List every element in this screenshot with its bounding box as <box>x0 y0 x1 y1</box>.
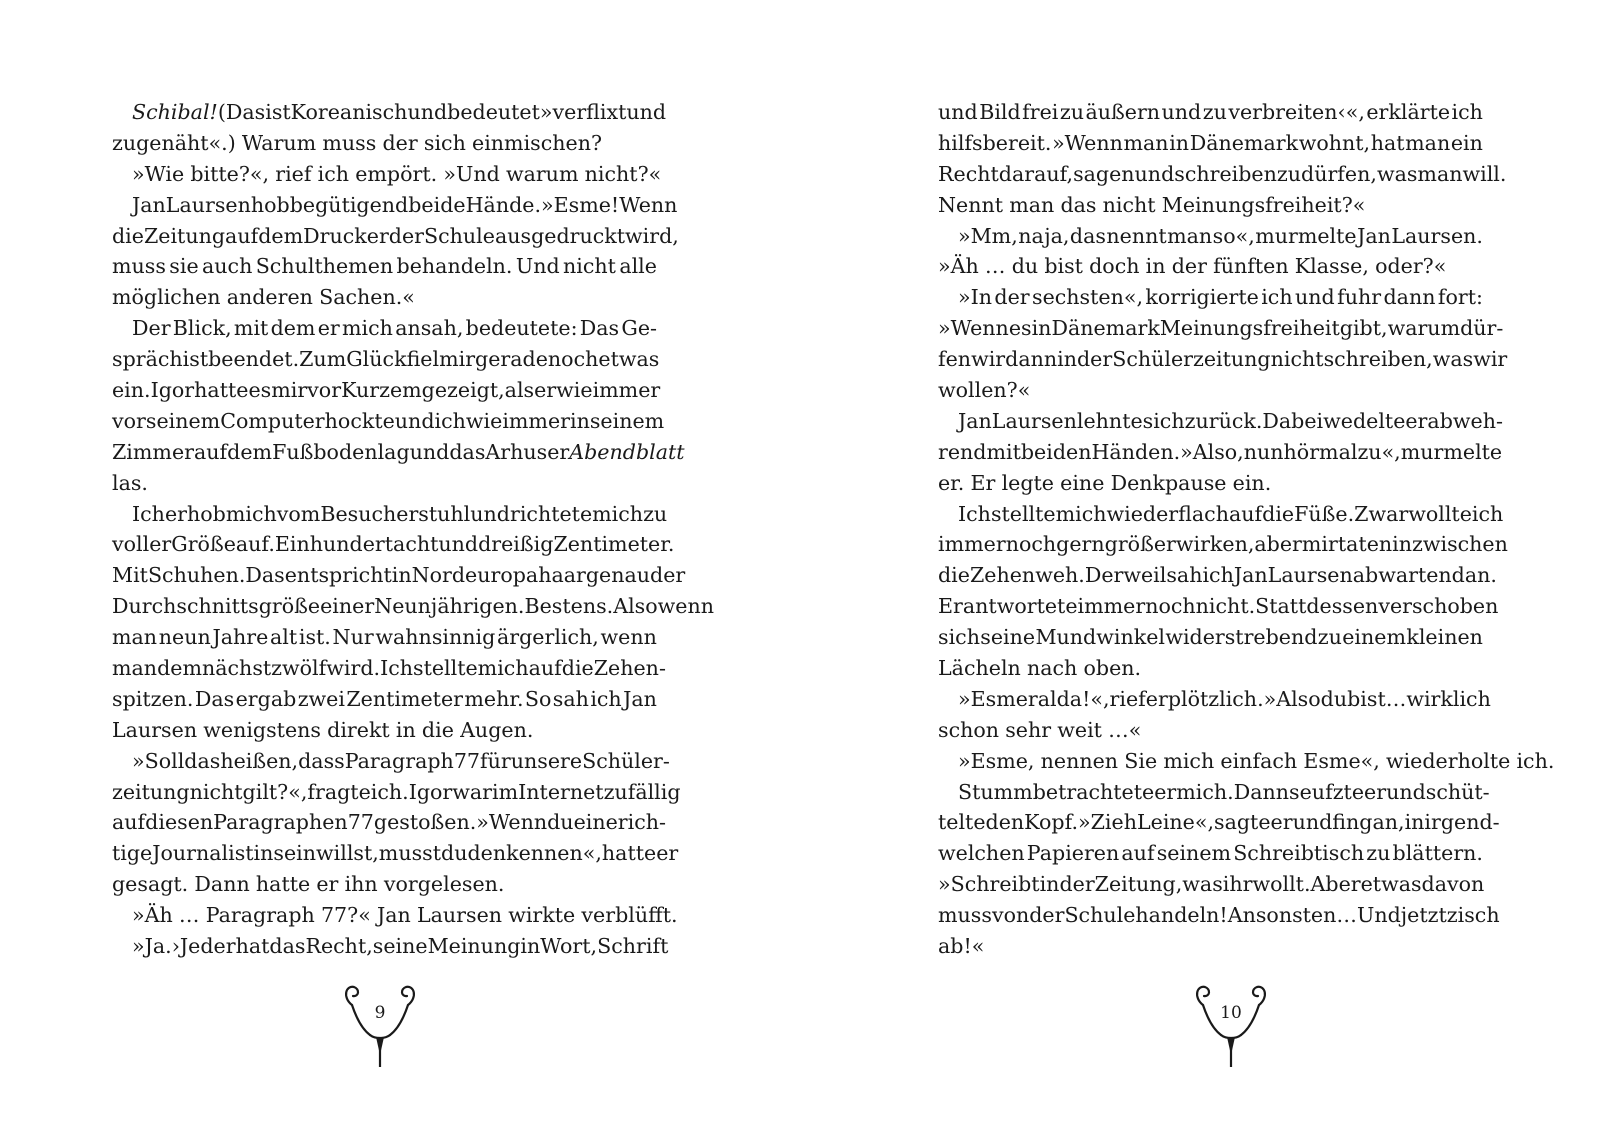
text-line: Durchschnittsgröße einer Neunjährigen. Bestens. Also wenn <box>112 594 714 619</box>
text-line: Lächeln nach oben. <box>938 656 1142 681</box>
text-line: gesagt. Dann hatte er ihn vorgelesen. <box>112 872 505 897</box>
page-number-ornament-left <box>340 983 420 1067</box>
text-line: »Äh … du bist doch in der fünften Klasse, oder?« <box>938 254 1447 279</box>
text-line: las. <box>112 470 148 495</box>
text-line: »Wenn es in Dänemark Meinungsfreiheit gibt, warum dür- <box>938 316 1504 341</box>
text-line: muss von der Schule handeln! Ansonsten … Und jetzt zisch <box>938 903 1500 928</box>
flourish-ornament-icon <box>340 983 420 1067</box>
text-line: er. Er legte eine Denkpause ein. <box>938 470 1272 495</box>
text-line: »Wie bitte?«, rief ich empört. »Und warum nicht?« <box>132 161 662 186</box>
text-line: telte den Kopf. »Zieh Leine«, sagte er und fing an, in irgend- <box>938 810 1500 835</box>
text-line: spitzen. Das ergab zwei Zentimeter mehr. So sah ich Jan <box>112 686 657 711</box>
text-line: möglichen anderen Sachen.« <box>112 285 415 310</box>
text-line: Ich stellte mich wieder flach auf die Füße. Zwar wollte ich <box>958 501 1504 526</box>
text-line: schon sehr weit …« <box>938 717 1142 742</box>
text-line: zeitung nicht gilt?«, fragte ich. Igor war im Internet zufällig <box>112 779 681 804</box>
text-line: Stumm betrachtete er mich. Dann seufzte er und schüt- <box>958 779 1490 804</box>
text-line: immer noch gern größer wirken, aber mir taten inzwischen <box>938 532 1508 557</box>
text-line: »Mm, na ja, das nennt man so«, murmelte Jan Laursen. <box>958 223 1483 248</box>
text-line: ab!« <box>938 934 985 959</box>
text-line: Er antwortete immer noch nicht. Stattdessen verschoben <box>938 594 1499 619</box>
text-line: tige Journalistin sein willst, musst du den kennen«, hatte er <box>112 841 679 866</box>
text-line: spräch ist beendet. Zum Glück fiel mir gerade noch etwas <box>112 347 660 372</box>
text-line: die Zeitung auf dem Drucker der Schule ausgedruckt wird, <box>112 223 679 248</box>
text-line: hilfsbereit. »Wenn man in Dänemark wohnt, hat man ein <box>938 130 1483 155</box>
text-line: Laursen wenigstens direkt in die Augen. <box>112 717 534 742</box>
text-line: »Esmeralda!«, rief er plötzlich. »Also du bist … wirklich <box>958 686 1491 711</box>
text-line: Jan Laursen lehnte sich zurück. Dabei wedelte er abweh- <box>958 408 1503 433</box>
text-line: »Esme, nennen Sie mich einfach Esme«, wiederholte ich. <box>958 748 1555 773</box>
text-line: Ich erhob mich vom Besucherstuhl und richtete mich zu <box>132 501 668 526</box>
right-page <box>938 97 1555 962</box>
text-line: Jan Laursen hob begütigend beide Hände. »Esme! Wenn <box>132 192 678 217</box>
page-number: 10 <box>1220 1003 1242 1023</box>
page-number-ornament-right <box>1191 983 1271 1067</box>
text-line: vor seinem Computer hockte und ich wie immer in seinem <box>112 408 665 433</box>
text-line: fen wir dann in der Schülerzeitung nicht schreiben, was wir <box>938 347 1508 372</box>
text-line: rend mit beiden Händen. »Also, nun hör mal zu«, murmelte <box>938 439 1503 464</box>
text-line: voller Größe auf. Einhundertachtunddreißig Zentimeter. <box>112 532 675 557</box>
text-line: sich seine Mundwinkel widerstrebend zu einem kleinen <box>938 625 1483 650</box>
text-line: wollen?« <box>938 378 1031 403</box>
page-number: 9 <box>374 1003 386 1023</box>
right-page-text <box>938 97 1555 962</box>
text-line: Der Blick, mit dem er mich ansah, bedeutete: Das Ge- <box>132 316 657 341</box>
text-line: »Äh … Paragraph 77?« Jan Laursen wirkte verblüfft. <box>132 903 678 928</box>
text-line: »Schreibt in der Zeitung, was ihr wollt. Aber etwas davon <box>938 872 1485 897</box>
text-line: zugenäht«.) Warum muss der sich einmischen? <box>112 130 603 155</box>
text-line: und Bild frei zu äußern und zu verbreiten‹«, erklärte ich <box>938 100 1483 124</box>
text-line: »In der sechsten«, korrigierte ich und fuhr dann fort: <box>958 285 1483 310</box>
text-line: ein. Igor hatte es mir vor Kurzem gezeigt, als er wie immer <box>112 378 661 403</box>
text-line: Schibal! (Das ist Koreanisch und bedeutet »verflixt und <box>132 100 667 124</box>
text-line: muss sie auch Schulthemen behandeln. Und nicht alle <box>112 254 657 279</box>
text-line: man demnächst zwölf wird. Ich stellte mich auf die Zehen- <box>112 656 666 681</box>
flourish-ornament-icon <box>1191 983 1271 1067</box>
text-line: Zimmer auf dem Fußboden lag und das Arhuser Abendblatt <box>112 439 685 464</box>
text-line: Recht darauf, sagen und schreiben zu dürfen, was man will. <box>938 161 1507 186</box>
text-line: Nennt man das nicht Meinungsfreiheit?« <box>938 192 1366 217</box>
text-line: »Soll das heißen, dass Paragraph 77 für unsere Schüler- <box>132 748 670 773</box>
text-line: »Ja. ›Jeder hat das Recht, seine Meinung in Wort, Schrift <box>132 934 669 959</box>
left-page <box>112 97 714 962</box>
left-page-text <box>112 97 714 962</box>
text-line: auf diesen Paragraphen 77 gestoßen. »Wenn du eine rich- <box>112 810 666 835</box>
text-line: welchen Papieren auf seinem Schreibtisch zu blättern. <box>938 841 1483 866</box>
text-line: Mit Schuhen. Das entspricht in Nordeuropa haargenau der <box>112 563 686 588</box>
text-line: die Zehen weh. Derweil sah ich Jan Laursen abwartend an. <box>938 563 1497 588</box>
text-line: man neun Jahre alt ist. Nur wahnsinnig ärgerlich, wenn <box>112 625 657 650</box>
